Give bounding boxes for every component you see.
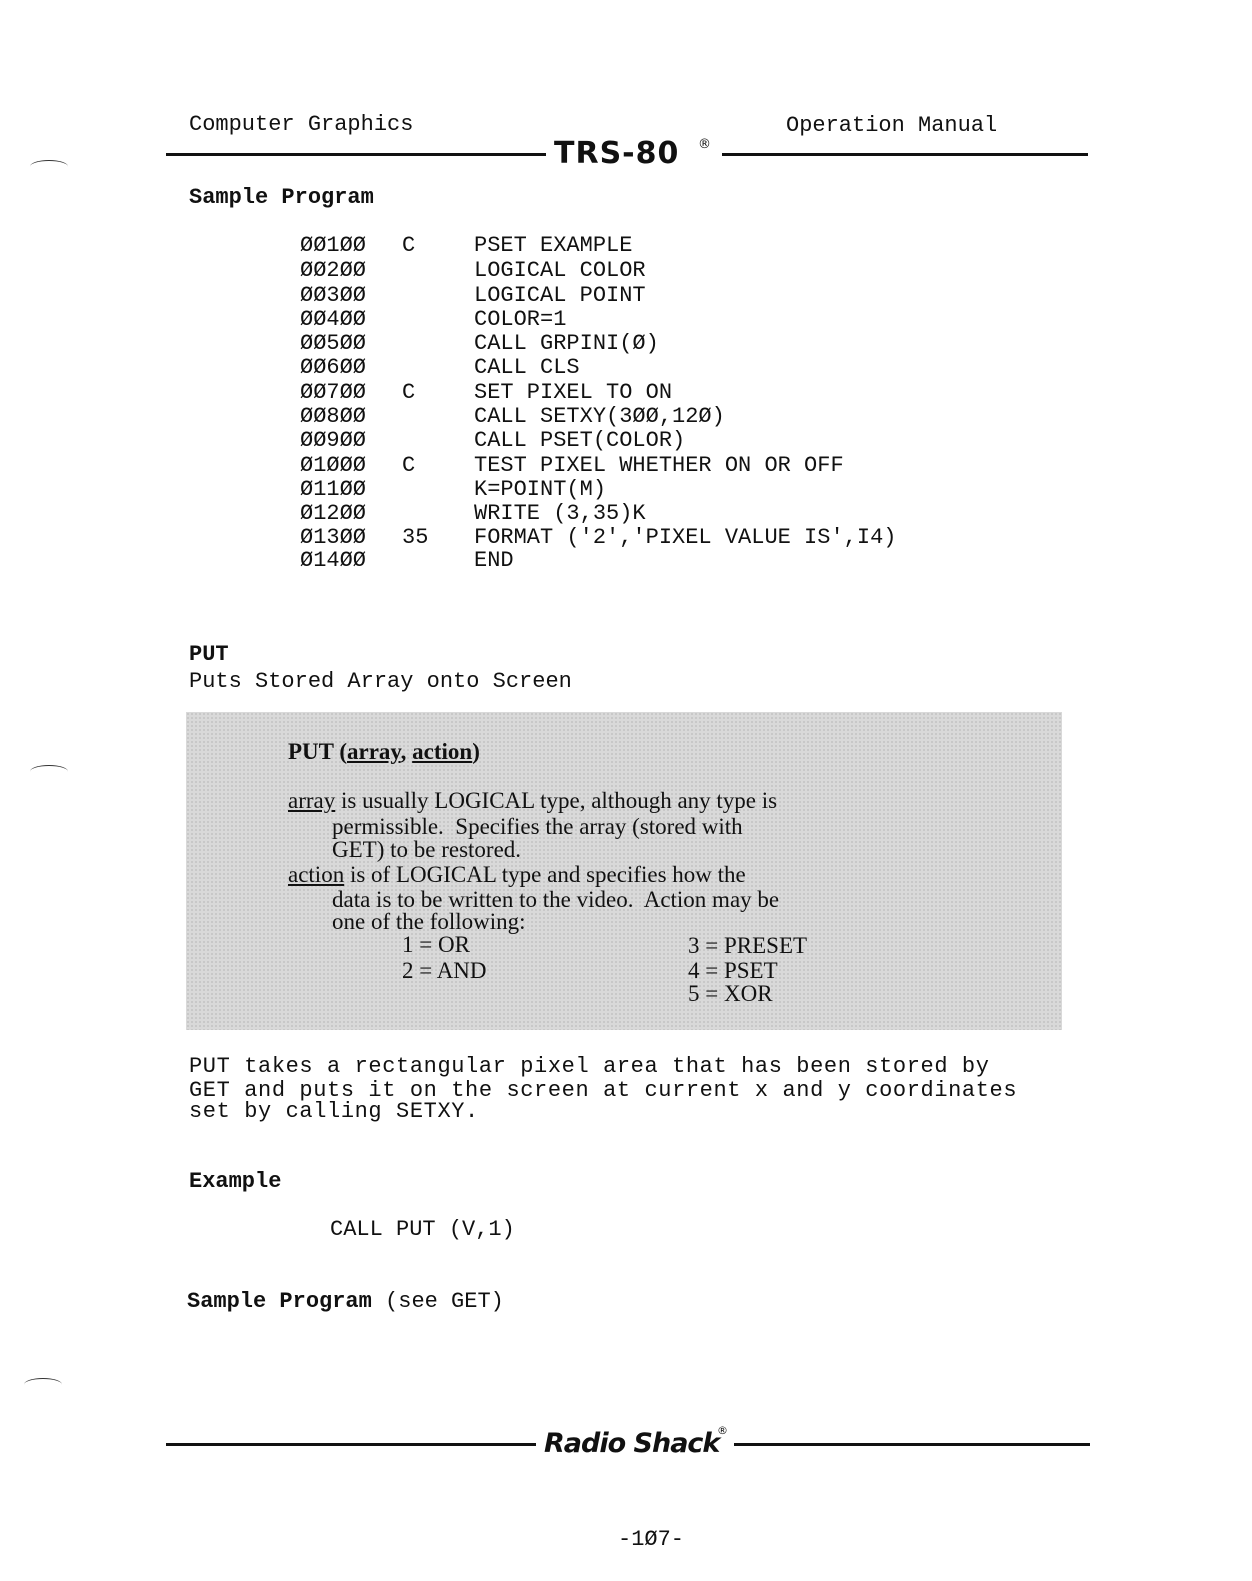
line-number: Ø1ØØØ xyxy=(300,453,367,478)
array-param-line xyxy=(288,789,777,813)
line-number: ØØ4ØØ xyxy=(300,307,367,332)
action-option: 4 = PSET xyxy=(688,958,778,983)
syntax-arg-action: action xyxy=(412,739,473,764)
action-term: action xyxy=(288,862,345,887)
syntax-arg-array: array xyxy=(347,739,401,764)
statement: LOGICAL POINT xyxy=(474,283,646,308)
line-label: C xyxy=(402,380,416,405)
statement: FORMAT ('2','PIXEL VALUE IS',I4) xyxy=(474,525,897,550)
action-option: 1 = OR xyxy=(402,932,470,957)
action-option: 2 = AND xyxy=(402,958,487,983)
put-title: PUT xyxy=(189,642,229,667)
sample-program-note: (see GET) xyxy=(371,1289,504,1314)
statement: CALL PSET(COLOR) xyxy=(474,428,686,453)
statement: WRITE (3,35)K xyxy=(474,501,646,526)
statement: TEST PIXEL WHETHER ON OR OFF xyxy=(474,453,844,478)
action-desc: is of LOGICAL type and specifies how the xyxy=(344,862,746,887)
body-line: GET and puts it on the screen at current x and y coordinates xyxy=(189,1078,1018,1103)
statement: PSET EXAMPLE xyxy=(474,233,633,258)
sample-program-ref xyxy=(187,1290,504,1314)
line-number: ØØ8ØØ xyxy=(300,404,367,429)
action-desc-line: data is to be written to the video. Action may be xyxy=(332,887,780,912)
line-number: ØØ5ØØ xyxy=(300,331,367,356)
statement: K=POINT(M) xyxy=(474,477,607,502)
array-desc-line: permissible. Specifies the array (stored with xyxy=(332,814,743,839)
header-rule-left xyxy=(166,153,546,156)
syntax-command: PUT ( xyxy=(288,739,347,764)
statement: END xyxy=(474,548,514,573)
section-heading: Sample Program xyxy=(189,185,374,210)
registered-mark: ® xyxy=(698,137,711,152)
syntax-separator: , xyxy=(400,739,413,764)
line-label: 35 xyxy=(402,525,429,550)
body-line: set by calling SETXY. xyxy=(189,1099,479,1124)
line-label: C xyxy=(402,453,416,478)
line-number: ØØ7ØØ xyxy=(300,380,367,405)
sample-program-heading: Sample Program xyxy=(187,1289,372,1314)
line-number: ØØ3ØØ xyxy=(300,283,367,308)
syntax-line xyxy=(288,740,480,764)
line-number: Ø11ØØ xyxy=(300,477,367,502)
statement: CALL GRPINI(Ø) xyxy=(474,331,659,356)
statement: CALL CLS xyxy=(474,355,580,380)
statement: SET PIXEL TO ON xyxy=(474,380,673,405)
put-subtitle: Puts Stored Array onto Screen xyxy=(189,669,572,694)
binder-hole-mark xyxy=(30,160,68,173)
line-number: ØØ1ØØ xyxy=(300,233,367,258)
page-number: -1Ø7- xyxy=(618,1527,685,1552)
statement: COLOR=1 xyxy=(474,307,567,332)
line-number: ØØ6ØØ xyxy=(300,355,367,380)
example-code: CALL PUT (V,1) xyxy=(330,1217,515,1242)
array-desc-line: GET) to be restored. xyxy=(332,837,522,862)
statement: LOGICAL COLOR xyxy=(474,258,646,283)
action-param-line xyxy=(288,863,746,887)
action-option: 3 = PRESET xyxy=(688,933,808,958)
binder-hole-mark xyxy=(30,765,68,778)
footer-rule-left xyxy=(166,1443,536,1446)
line-number: ØØ9ØØ xyxy=(300,428,367,453)
body-line: PUT takes a rectangular pixel area that has been stored by xyxy=(189,1054,990,1079)
registered-mark: ® xyxy=(717,1424,728,1437)
footer-rule-right xyxy=(734,1443,1090,1446)
line-number: Ø12ØØ xyxy=(300,501,367,526)
statement: CALL SETXY(3ØØ,12Ø) xyxy=(474,404,725,429)
header-left-title: Computer Graphics xyxy=(189,112,414,137)
header-rule-right xyxy=(722,153,1088,156)
action-option: 5 = XOR xyxy=(688,981,773,1006)
radio-shack-logo: Radio Shack xyxy=(544,1428,720,1459)
action-desc-line: one of the following: xyxy=(332,909,526,934)
array-desc: is usually LOGICAL type, although any type is xyxy=(335,788,778,813)
line-number: Ø13ØØ xyxy=(300,525,367,550)
line-label: C xyxy=(402,233,416,258)
header-right-title: Operation Manual xyxy=(786,113,998,138)
binder-hole-mark xyxy=(24,1378,62,1391)
line-number: Ø14ØØ xyxy=(300,548,367,573)
example-heading: Example xyxy=(189,1169,282,1194)
line-number: ØØ2ØØ xyxy=(300,258,367,283)
array-term: array xyxy=(288,788,336,813)
syntax-box xyxy=(186,712,1062,1030)
trs80-logo: TRS-80 xyxy=(554,136,680,171)
syntax-close: ) xyxy=(472,739,480,764)
